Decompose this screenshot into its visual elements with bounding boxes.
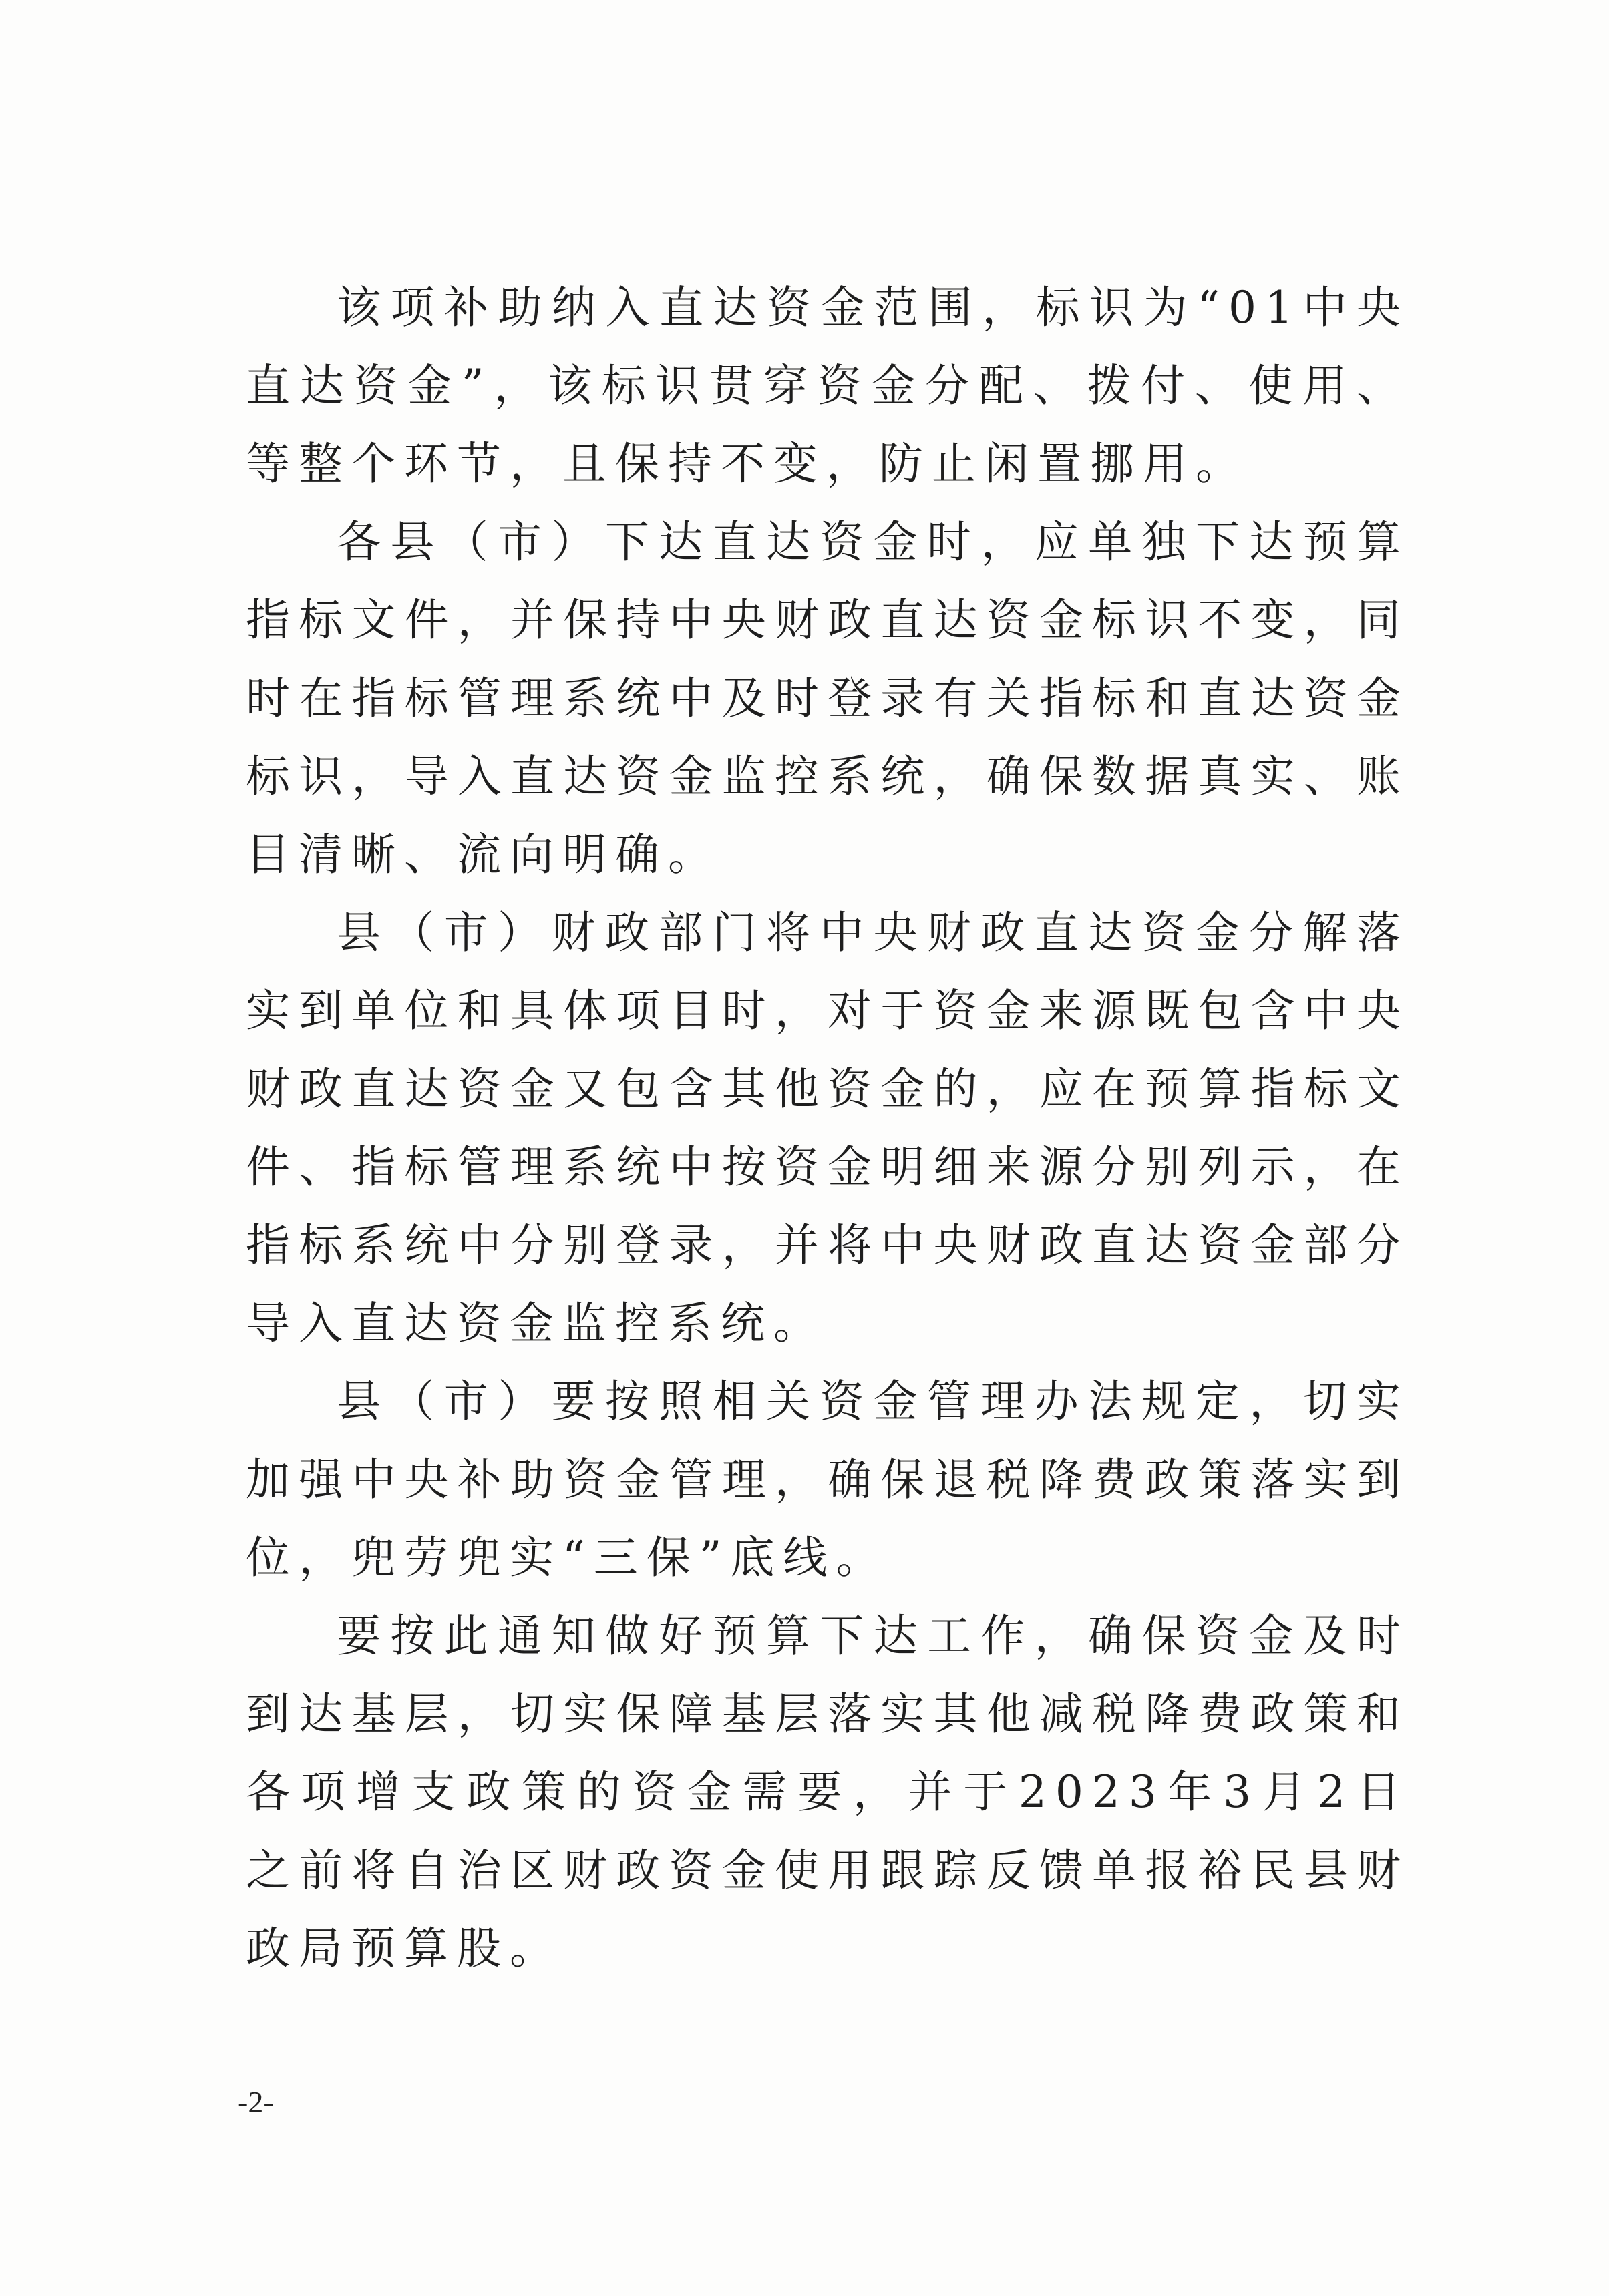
page-number: -2-	[238, 2085, 274, 2119]
document-body	[246, 268, 1409, 1987]
paragraph-fund-management: 县（市）要按照相关资金管理办法规定，切实加强中央补助资金管理，确保退税降费政策落实到位，兜劳兜实“三保”底线。	[246, 1376, 1409, 1583]
paragraph-reporting-deadline: 要按此通知做好预算下达工作，确保资金及时到达基层，切实保障基层落实其他减税降费政策和各项增支政策的资金需要，并于2023年3月2日之前将自治区财政资金使用跟踪反馈单报裕民县财政局预算股。	[246, 1610, 1409, 1974]
paragraph-fund-allocation: 县（市）财政部门将中央财政直达资金分解落实到单位和具体项目时，对于资金来源既包含中央财政直达资金又包含其他资金的，应在预算指标文件、指标管理系统中按资金明细来源分别列示，在指标系统中分别登录，并将中央财政直达资金部分导入直达资金监控系统。	[246, 907, 1409, 1349]
paragraph-budget-issuance: 各县（市）下达直达资金时，应单独下达预算指标文件，并保持中央财政直达资金标识不变，同时在指标管理系统中及时登录有关指标和直达资金标识，导入直达资金监控系统，确保数据真实、账目清晰、流向明确。	[246, 516, 1409, 880]
paragraph-direct-funds-scope: 该项补助纳入直达资金范围，标识为“01中央直达资金”，该标识贯穿资金分配、拨付、使用、等整个环节，且保持不变，防止闲置挪用。	[246, 282, 1409, 490]
